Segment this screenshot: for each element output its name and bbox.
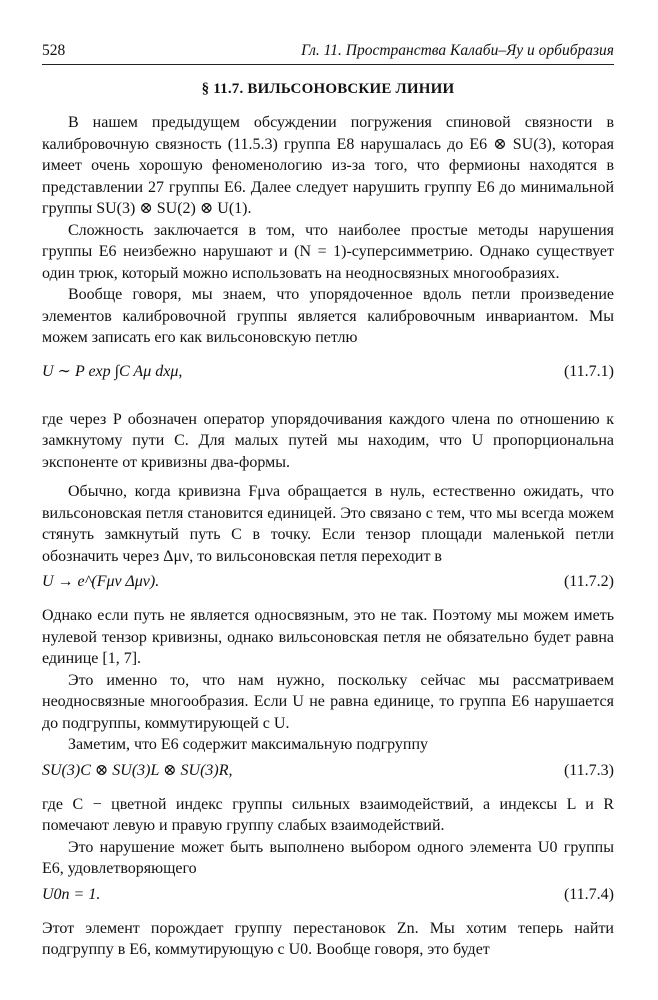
running-head: Гл. 11. Пространства Калаби–Яу и орбибразия: [301, 42, 614, 59]
equation-number: (11.7.2): [563, 573, 614, 590]
paragraph-8: Заметим, что E6 содержит максимальную подгруппу: [68, 736, 429, 753]
page-body: [42, 112, 614, 961]
page-number: 528: [42, 42, 66, 59]
paragraph-7: Это именно то, что нам нужно, поскольку сейчас мы рассматриваем неодносвязные многообразия. Если U не равна единице, то группа E6 нарушается до подгруппы, коммутирующей с U.: [42, 671, 614, 732]
equation-number: (11.7.4): [563, 885, 614, 903]
paragraph-11: Этот элемент порождает группу перестановок Zn. Мы хотим теперь найти подгруппу в E6, коммутирующую с U0. Вообще говоря, это будет: [42, 919, 614, 958]
paragraph-5: Обычно, когда кривизна Fμνa обращается в нуль, естественно ожидать, что вильсоновская петля становится единицей. Это связано с тем, что мы всегда можем стянуть замкнутый путь C в точку. Если тензор площади маленькой петли обозначить через Δμν, то вильсоновская петля переходит в: [42, 483, 614, 565]
paragraph-10: Это нарушение может быть выполнено выбором одного элемента U0 группы E6, удовлетворяющего: [42, 838, 614, 877]
equation-number: (11.7.1): [563, 362, 614, 380]
equation-11-7-3: [42, 756, 614, 786]
equation-text: U → e^(Fμν Δμν).: [42, 573, 160, 590]
paragraph-4: где через P обозначен оператор упорядочивания каждого члена по отношению к замкнутому пути C. Для малых путей мы находим, что U пропорциональна экспоненте от кривизны два-формы.: [42, 410, 614, 471]
equation-11-7-2: [42, 567, 614, 597]
paragraph-6: Однако если путь не является односвязным, это не так. Поэтому мы можем иметь нулевой тензор кривизны, однако вильсоновская петля не обязательно будет равна единице [1, 7].: [42, 607, 614, 667]
equation-text: SU(3)C ⊗ SU(3)L ⊗ SU(3)R,: [42, 761, 233, 779]
equation-11-7-4: [42, 880, 614, 910]
equation-text: U0n = 1.: [42, 885, 101, 903]
page-header: [42, 40, 614, 65]
equation-11-7-1: [42, 357, 614, 401]
paragraph-2: Сложность заключается в том, что наиболее простые методы нарушения группы E6 неизбежно нарушают и (N = 1)-суперсимметрию. Однако существует один трюк, который можно использовать на неодносвязных многообразиях.: [42, 221, 614, 282]
equation-number: (11.7.3): [563, 761, 614, 779]
paragraph-1: В нашем предыдущем обсуждении погружения спиновой связности в калибровочную связность (11.5.3) группа E8 нарушалась до E6 ⊗ SU(3), которая имеет очень хорошую феноменологию из-за того, что фермионы находятся в представлении 27 группы E6. Далее следует нарушить группу E6 до минимальной группы SU(3) ⊗ SU(2) ⊗ U(1).: [42, 114, 614, 217]
section-title: § 11.7. ВИЛЬСОНОВСКИЕ ЛИНИИ: [201, 81, 455, 97]
paragraph-9: где C − цветной индекс группы сильных взаимодействий, а индексы L и R помечают левую и правую группу слабых взаимодействий.: [42, 795, 614, 834]
equation-text: U ∼ P exp ∫C Aμ dxμ,: [42, 362, 183, 380]
paragraph-3: Вообще говоря, мы знаем, что упорядоченное вдоль петли произведение элементов калибровочной группы является калибровочным инвариантом. Мы можем записать его как вильсоновскую петлю: [42, 286, 614, 346]
